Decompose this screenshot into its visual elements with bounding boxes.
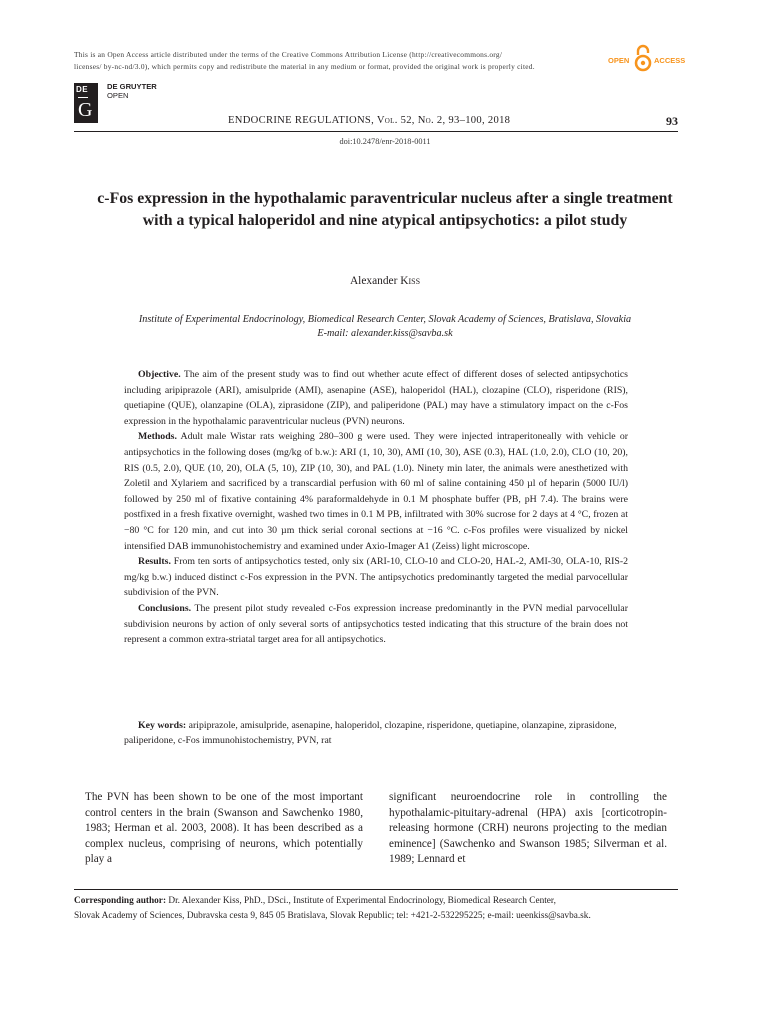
results-label: Results. (138, 556, 171, 568)
article-title: c-Fos expression in the hypothalamic paraventricular nucleus after a single treatment with a typical haloperidol and nine atypical antipsychotics: a pilot study (97, 190, 673, 229)
publisher-name (107, 83, 157, 100)
abstract (124, 367, 628, 648)
keywords-label: Key words: (138, 720, 187, 731)
publisher-name-main: DE GRUYTER (107, 82, 157, 91)
abstract-objective (124, 367, 628, 429)
correspondence-line-2: Slovak Academy of Sciences, Dubravska cesta 9, 845 05 Bratislava, Slovak Republic; tel: +421-2-532295225; e-mail: ueenkiss@savba.sk. (74, 911, 591, 921)
logo-divider (78, 97, 88, 98)
affiliation-line: Institute of Experimental Endocrinology, Biomedical Research Center, Slovak Academy of Sciences, Bratislava, Slovakia (138, 314, 632, 325)
author (0, 275, 770, 287)
affiliation (70, 313, 700, 341)
license-notice (74, 49, 604, 72)
author-first-name: Alexander (349, 275, 401, 287)
correspondence-label: Corresponding author: (74, 896, 167, 906)
correspondence-line-1 (74, 894, 684, 909)
author-email: E-mail: alexander.kiss@savba.sk (317, 328, 453, 339)
body-column-left: The PVN has been shown to be one of the most important control centers in the brain (Swanson and Sawchenko 1980, 1983; Herman et al. 2003, 2008). It has been described as a complex nucleus, comprising of neurons, which potentially play a (85, 791, 363, 866)
keywords-text: aripiprazole, amisulpride, asenapine, haloperidol, clozapine, risperidone, quetiapine, olanzapine, ziprasidone, paliperidone, c-Fos immunohistochemistry, PVN, rat (124, 720, 617, 747)
open-access-open-label: OPEN (608, 56, 630, 65)
logo-de-text: DE (76, 85, 89, 94)
page-number: 93 (666, 114, 678, 128)
abstract-conclusions (124, 601, 628, 648)
license-line-1: This is an Open Access article distributed under the terms of the Creative Commons Attribution License (http://creativecommons.org/ (74, 50, 503, 59)
author-last-name: Kiss (400, 275, 421, 287)
methods-label: Methods. (138, 431, 177, 443)
header-rule (74, 131, 678, 132)
conclusions-text: The present pilot study revealed c-Fos expression increase predominantly in the PVN medial parvocellular subdivision neurons by action of only several sorts of antipsychotics tested indicating that this structure of the brain does not represent a common extra-striatal target area for all antipsychotics. (124, 602, 628, 646)
logo-g-text: G (78, 99, 93, 121)
conclusions-label: Conclusions. (138, 602, 192, 614)
open-access-badge (608, 44, 688, 74)
abstract-results (124, 554, 628, 601)
objective-label: Objective. (138, 369, 181, 380)
publisher-name-sub: OPEN (107, 90, 129, 100)
doi: doi:10.2478/enr-2018-0011 (339, 137, 431, 146)
keywords (124, 718, 634, 749)
correspondence-text-1: Dr. Alexander Kiss, PhD., DSci., Institute of Experimental Endocrinology, Biomedical Research Center, (166, 896, 556, 906)
license-line-2: licenses/ by-nc-nd/3.0), which permits copy and redistribute the material in any medium or format, provided the original work is properly cited. (74, 61, 535, 71)
body-column-right: significant neuroendocrine role in controlling the hypothalamic-pituitary-adrenal (HPA) axis [corticotropin-releasing hormone (CRH) neurons projecting to the median eminence] (Sawchenko and Swanson 1985; Silverman et al. 1989; Lennard et (389, 791, 667, 866)
open-lock-icon (634, 44, 652, 77)
open-access-access-label: ACCESS (654, 56, 686, 65)
corresponding-author (74, 894, 684, 924)
running-head (74, 113, 678, 131)
footnote-rule (74, 889, 678, 890)
methods-text: Adult male Wistar rats weighing 280–300 g were used. They were injected intraperitoneally with vehicle or antipsychotics in the following doses (mg/kg of b.w.): ARI (1, 10, 30), AMI (10, 30), ASE (0.3), HAL (1.0, 2.0), CLO (10, 20), RIS (0.5, 2.0), QUE (10, 20), OLA (5, 10), ZIP (10, 30), and PAL (1.0). Ninety min later, the animals were anesthetized with Zoletil and Xylariem and sacrificed by a transcardial perfusion with 60 ml of saline containing 450 µl of heparin (5000 IU/l) followed by 250 ml of fixative containing 4% paraformaldehyde in 0.1 M phosphate buffer (PB, pH 7.4). The brains were postfixed in a fresh fixative overnight, washed two times in 0.1 M PB, infiltrated with 30% sucrose for 2 days at 4 °C, frozen at −80 °C for 120 min, and cut into 30 µm thick serial coronal sections at −16 °C. c-Fos profiles were visualized by nickel intensified DAB immunohistochemistry and examined under Axio-Imager A1 (Zeiss) light microscope. (124, 431, 628, 552)
journal-citation: ENDOCRINE REGULATIONS, Vol. 52, No. 2, 93–100, 2018 (228, 115, 511, 126)
results-text: From ten sorts of antipsychotics tested, only six (ARI-10, CLO-10 and CLO-20, HAL-2, AMI-30, OLA-10, RIS-2 mg/kg b.w.) induced distinct c-Fos expression in the PVN. The antipsychotics predominantly targeted the medial parvocellular subdivision of the PVN. (124, 556, 628, 599)
objective-text: The aim of the present study was to find out whether acute effect of different doses of selected antipsychotics including aripiprazole (ARI), amisulpride (AMI), asenapine (ASE), haloperidol (HAL), clozapine (CLO), risperidone (RIS), quetiapine (QUE), olanzapine (OLA), ziprasidone (ZIP), and paliperidone (PAL) may have a stimulatory impact on the c-Fos expression in the hypothalamic paraventricular nucleus (PVN) neurons. (124, 369, 628, 427)
abstract-methods (124, 429, 628, 554)
